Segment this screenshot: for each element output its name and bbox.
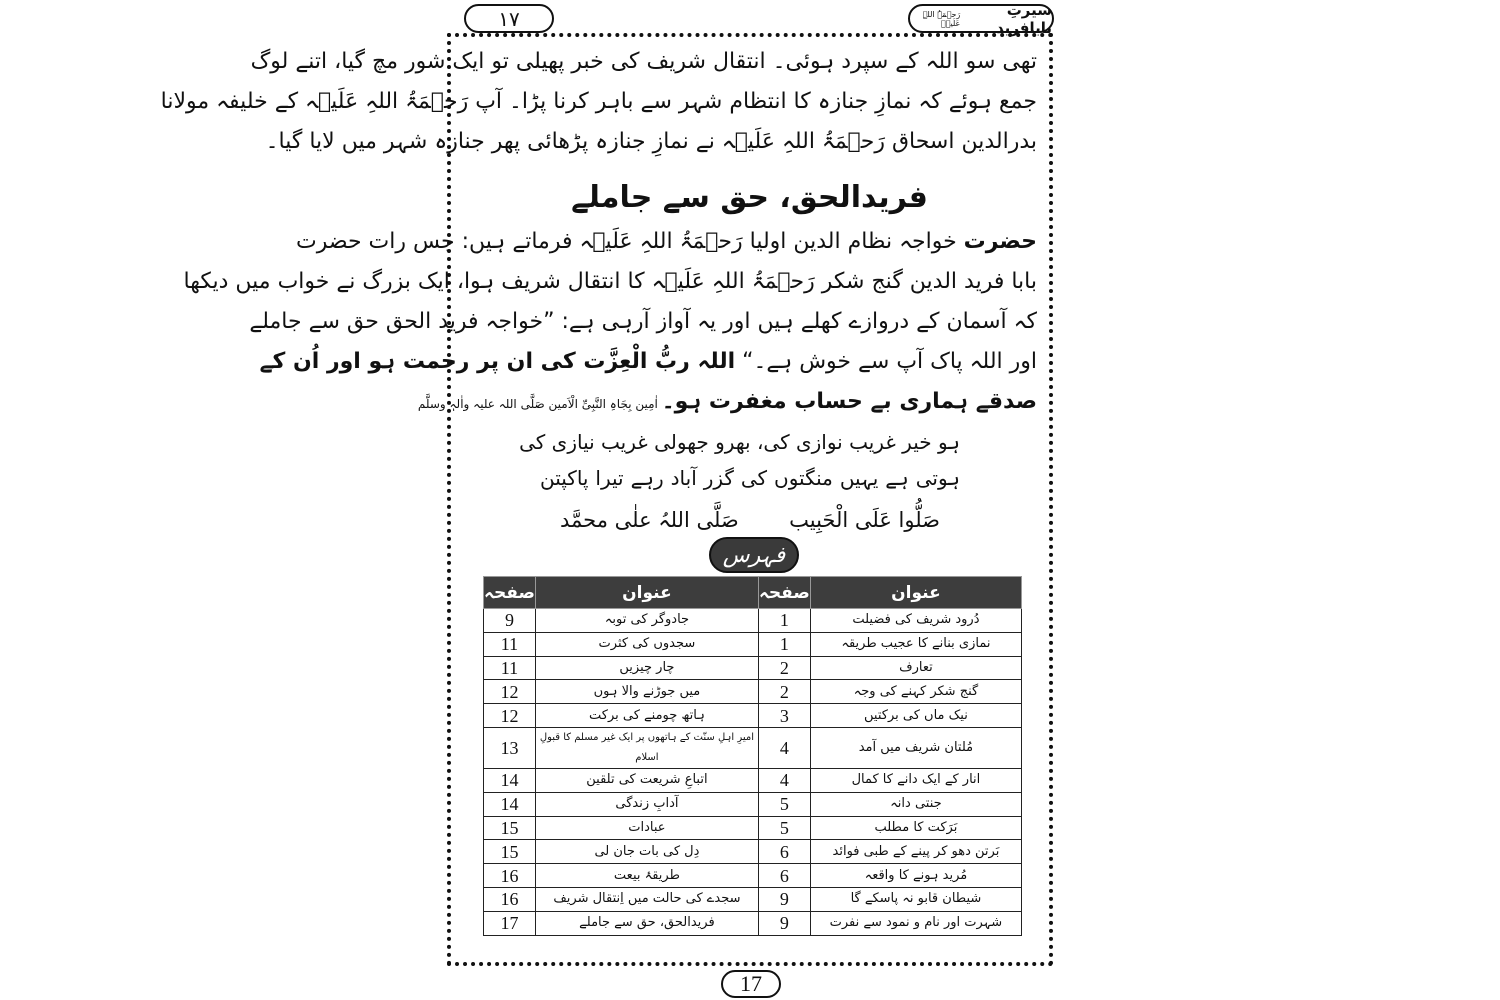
- durood-left: صَلَّی اللہُ علٰی محمَّد: [560, 508, 739, 532]
- index-row: [484, 656, 1022, 680]
- entry-title: جادوگر کی توبہ: [535, 609, 758, 633]
- poem: [519, 424, 960, 496]
- story-paragraph: [183, 222, 1037, 422]
- entry-title: گنج شکر کہنے کی وجہ: [810, 680, 1021, 704]
- entry-title: تعارف: [810, 656, 1021, 680]
- entry-title: چار چیزیں: [535, 656, 758, 680]
- poem-line: ہو خیر غریب نوازی کی، بھرو جھولی غریب نیازی کی: [519, 430, 960, 454]
- entry-page: 14: [484, 768, 536, 792]
- entry-page: 1: [758, 632, 810, 656]
- index-row: [484, 840, 1022, 864]
- entry-title: انار کے ایک دانے کا کمال: [810, 768, 1021, 792]
- footer-page-number-text: 17: [740, 971, 762, 996]
- line-text: بابا فرید الدین گنج شکر رَحۡمَۃُ اللہِ عَلَیۡہ کا انتقال شریف ہوا، ایک بزرگ نے خواب میں دیکھا: [183, 269, 1037, 294]
- intro-paragraph: [160, 42, 1037, 162]
- paragraph-line: تھی سو اللہ کے سپرد ہوئی۔ انتقال شریف کی خبر پھیلی تو ایک شور مچ گیا، اتنے لوگ: [250, 49, 1037, 74]
- index-table: [483, 576, 1022, 936]
- paragraph-line: [296, 222, 1037, 262]
- entry-title: ہاتھ چومنے کی برکت: [535, 704, 758, 728]
- entry-title: نیک ماں کی برکتیں: [810, 704, 1021, 728]
- index-row: [484, 727, 1022, 768]
- entry-page: 12: [484, 680, 536, 704]
- entry-title: میں جوڑنے والا ہوں: [535, 680, 758, 704]
- header-page-number-text: ١٧: [498, 6, 520, 31]
- index-row: [484, 864, 1022, 888]
- entry-title: عبادات: [535, 816, 758, 840]
- entry-page: 15: [484, 816, 536, 840]
- header-page-right: صفحہ: [758, 577, 810, 609]
- header-title-right: عنوان: [810, 577, 1021, 609]
- durood-line: [560, 500, 940, 540]
- entry-page: 11: [484, 656, 536, 680]
- index-row: [484, 704, 1022, 728]
- entry-title: طریقۂ بیعت: [535, 864, 758, 888]
- index-row: [484, 768, 1022, 792]
- entry-page: 4: [758, 768, 810, 792]
- paragraph-line: جمع ہوئے کہ نمازِ جنازہ کا انتظام شہر سے باہر کرنا پڑا۔ آپ رَحۡمَۃُ اللہِ عَلَیۡہ کے خلیفہ مولانا: [160, 89, 1037, 114]
- paragraph-line: [417, 382, 1037, 422]
- entry-page: 6: [758, 840, 810, 864]
- line-text: اٰمِین بِجَاہِ النَّبِیِّ الْاَمین صَلَّی اللہ علیہ واٰلہٖ وسلَّم: [417, 397, 662, 411]
- header-book-title: [908, 0, 1054, 37]
- entry-title: سجدے کی حالت میں اِنتقال شریف: [535, 887, 758, 911]
- entry-title: مُلتان شریف میں آمد: [810, 727, 1021, 768]
- index-header-row: [484, 577, 1022, 609]
- section-heading: فریدالحق، حق سے جاملے: [571, 180, 928, 215]
- entry-page: 14: [484, 792, 536, 816]
- paragraph-line: [259, 342, 1037, 382]
- entry-page: 17: [484, 911, 536, 935]
- entry-title: بَرتن دھو کر پینے کے طبی فوائد: [810, 840, 1021, 864]
- entry-page: 12: [484, 704, 536, 728]
- entry-title: اتباعِ شریعت کی تلقین: [535, 768, 758, 792]
- header-title-left: عنوان: [535, 577, 758, 609]
- entry-title: دِل کی بات جان لی: [535, 840, 758, 864]
- bold-lead: حضرت: [963, 229, 1037, 254]
- paragraph-line: [249, 302, 1037, 342]
- footer-page-number: [721, 970, 781, 998]
- index-row: [484, 632, 1022, 656]
- index-title-badge: [709, 537, 799, 573]
- entry-page: 5: [758, 816, 810, 840]
- entry-page: 2: [758, 680, 810, 704]
- header-page-number: [464, 4, 554, 33]
- entry-page: 16: [484, 887, 536, 911]
- entry-title: نمازی بنانے کا عجیب طریقہ: [810, 632, 1021, 656]
- entry-page: 2: [758, 656, 810, 680]
- entry-title: دُرود شریف کی فضیلت: [810, 609, 1021, 633]
- bold-prayer: اللہ ربُّ الْعِزَّت کی ان پر رحمت ہو اور اُن کے: [259, 349, 736, 374]
- entry-title: بَرَکت کا مطلب: [810, 816, 1021, 840]
- entry-page: 15: [484, 840, 536, 864]
- index-row: [484, 911, 1022, 935]
- header-page-left: صفحہ: [484, 577, 536, 609]
- entry-page: 9: [758, 887, 810, 911]
- entry-title: امیرِ اہلِ سنّت کے ہاتھوں پر ایک غیر مسلم کا قبولِ اسلام: [535, 727, 758, 768]
- entry-page: 16: [484, 864, 536, 888]
- line-text: کہ آسمان کے دروازے کھلے ہیں اور یہ آواز آرہی ہے: ”خواجہ فرید الحق حق سے جاملے: [249, 309, 1037, 334]
- paragraph-line: بدرالدین اسحاق رَحۡمَۃُ اللہِ عَلَیۡہ نے نمازِ جنازہ پڑھائی پھر جنازہ شہر میں لایا گیا۔: [265, 129, 1037, 154]
- entry-page: 3: [758, 704, 810, 728]
- entry-title: شیطان قابو نہ پاسکے گا: [810, 887, 1021, 911]
- entry-title: آدابِ زندگی: [535, 792, 758, 816]
- index-body: [484, 609, 1022, 936]
- book-title-text: سیرتِ بابافرید: [996, 0, 1052, 37]
- entry-title: شہرت اور نام و نمود سے نفرت: [810, 911, 1021, 935]
- durood-right: صَلُّوا عَلَی الْحَبِیب: [789, 508, 940, 532]
- entry-title: مُرید ہونے کا واقعہ: [810, 864, 1021, 888]
- entry-page: 11: [484, 632, 536, 656]
- entry-page: 5: [758, 792, 810, 816]
- poem-line: ہوتی ہے یہیں منگتوں کی گزر آباد رہے تیرا پاکپتن: [540, 466, 960, 490]
- entry-page: 9: [758, 911, 810, 935]
- line-text: خواجہ نظام الدین اولیا رَحۡمَۃُ اللہِ عَلَیۡہ فرماتے ہیں: جس رات حضرت: [296, 229, 964, 254]
- entry-page: 1: [758, 609, 810, 633]
- line-text: اور اللہ پاک آپ سے خوش ہے۔“: [735, 349, 1037, 374]
- index-title: فہرس: [722, 542, 786, 568]
- entry-page: 6: [758, 864, 810, 888]
- entry-page: 4: [758, 727, 810, 768]
- index-row: [484, 816, 1022, 840]
- index-row: [484, 680, 1022, 704]
- entry-title: سجدوں کی کثرت: [535, 632, 758, 656]
- index-row: [484, 792, 1022, 816]
- entry-title: فریدالحق، حق سے جاملے: [535, 911, 758, 935]
- bold-prayer-end: صدقے ہماری بے حساب مغفرت ہو۔: [661, 389, 1037, 414]
- entry-title: جنتی دانہ: [810, 792, 1021, 816]
- index-row: [484, 609, 1022, 633]
- paragraph-line: [183, 262, 1037, 302]
- book-title-honorific: رَحۡمَۃُ اللہِ عَلَیۡہ: [922, 9, 961, 28]
- entry-page: 9: [484, 609, 536, 633]
- entry-page: 13: [484, 727, 536, 768]
- index-row: [484, 887, 1022, 911]
